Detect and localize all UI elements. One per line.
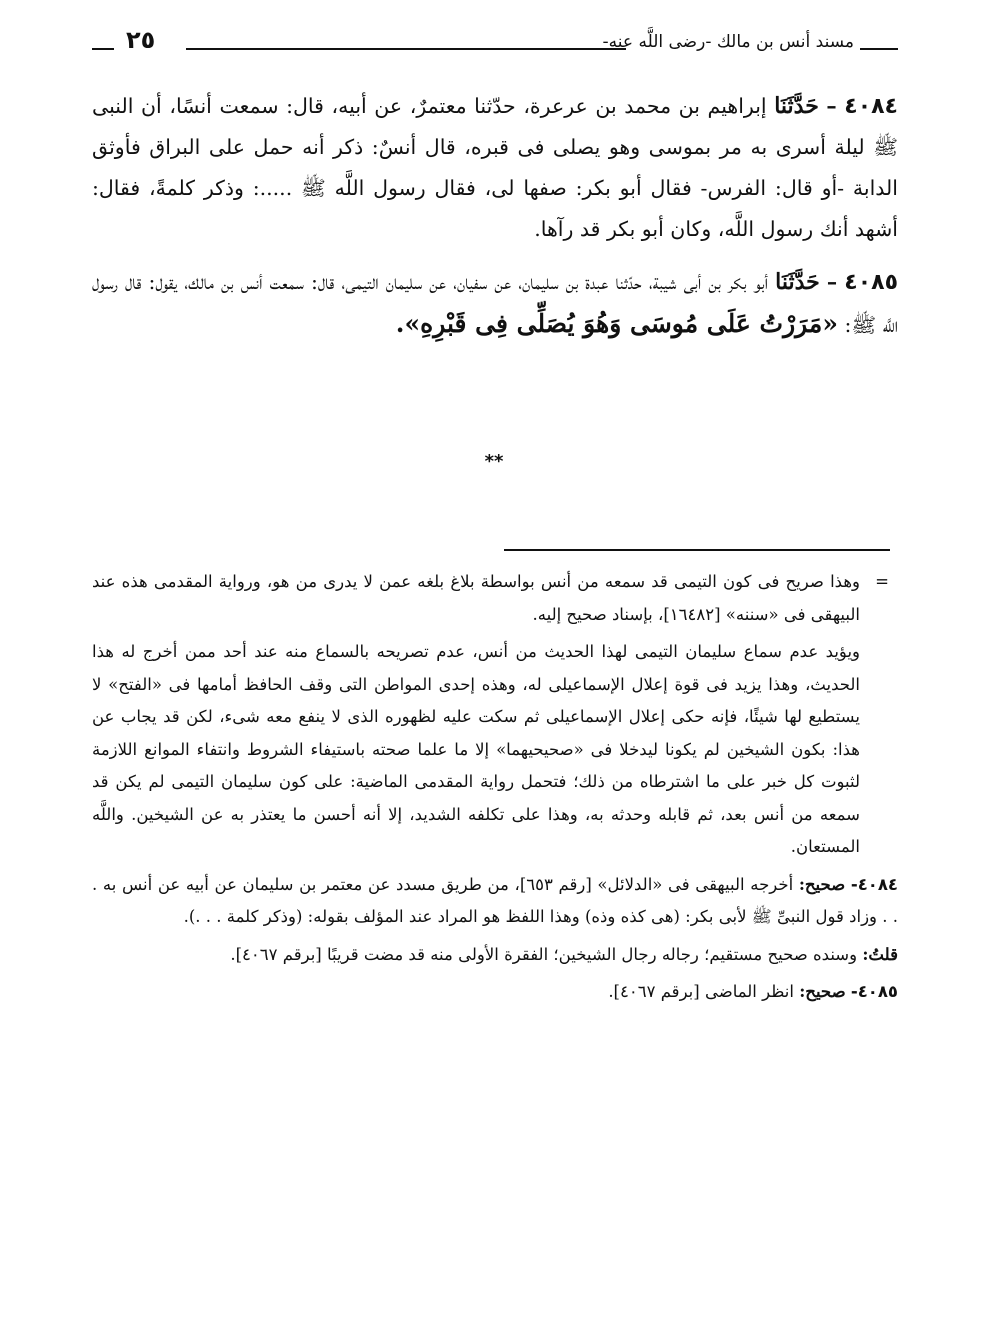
footnote-grade: صحيح:: [799, 982, 846, 1001]
footnote-text: وسنده صحيح مستقيم؛ رجاله رجال الشيخين؛ الفقرة الأولى منه قد مضت قريبًا [برقم ٤٠٦٧].: [230, 944, 858, 964]
footnote-separator: [504, 549, 890, 551]
footnote-4085: [92, 976, 898, 1009]
footnote-continuation: [92, 566, 898, 631]
section-separator-stars: **: [484, 451, 504, 472]
footnote-paragraph: ويؤيد عدم سماع سليمان التيمى لهذا الحديث من أنس، عدم تصريحه بالسماع منه عند أحد ممن أخرج له هذا الحديث، وهذا يزيد فى قوة إعلال الإسماعيلى له، وهذه إحدى المواطن التى وقف الحافظ أمامها فى «الفتح» لا يستطيع لها شيئًا، فإنه حكى إعلال الإسماعيلى ثم سكت عليه لظهوره الذى لا ينفع معه شىء، لكن قد يجاب عن هذا: بكون الشيخين لم يكونا ليدخلا فى «صحيحيهما» إلا ما علما صحته باستيفاء الشروط وانتفاء الموانع اللازمة لثبوت كل خبر على ما اشترطاه من ذلك؛ فتحمل رواية المقدمى الماضية: على كون سليمان التيمى لم يكن قد سمعه من أنس بعد، ثم قابله وحدثه به، وهذا على تكلفه الشديد، إلا أنه أحسن ما يعتذر به عن الشيخين. واللَّه المستعان.: [92, 642, 860, 856]
hadith-matn: «مَرَرْتُ عَلَى مُوسَى وَهُوَ يُصَلِّى فِى قَبْرِهِ».: [395, 309, 838, 338]
footnote-grade: صحيح:: [798, 874, 846, 894]
header-rule-right: [860, 48, 898, 50]
hadith-text: أبو بكر بن أبى شيبة، حدّثنا عبدة بن سليمان، عن سفيان، عن سليمان التيمى، قال: سمعت أنس بن مالك، يقول: قال رسول اللَّه ﷺ:: [92, 270, 898, 337]
continuation-mark: =: [875, 572, 889, 591]
hadith-4085: [92, 262, 898, 346]
footnotes: [92, 566, 898, 1014]
header-rule-left: [92, 48, 114, 50]
footnote-qult-label: قلتُ:: [862, 944, 898, 964]
footnote-number: ٤٠٨٤-: [850, 874, 898, 894]
running-header: [92, 26, 898, 66]
hadith-keyword: حَدَّثَنَا: [775, 269, 820, 295]
hadith-text: إبراهيم بن محمد بن عرعرة، حدّثنا معتمرٌ، عن أبيه، قال: سمعت أنسًا، أن النبى ﷺ ليلة أسرى به مر بموسى وهو يصلى فى قبره، قال أنسٌ: ذكر أنه حمل على البراق فأوثق الدابة -أو قال: الفرس- فقال أبو بكر: صفها لى، فقال رسول اللَّه ﷺ .....: وذكر كلمةً، فقال: أشهد أنك رسول اللَّه، وكان أبو بكر قد رآها.: [92, 94, 898, 241]
footnote-number: ٤٠٨٥-: [850, 982, 898, 1001]
footnote-text: انظر الماضى [برقم ٤٠٦٧].: [608, 982, 794, 1001]
footnote-qult: [92, 939, 898, 972]
page-number: ٢٥: [126, 26, 156, 54]
hadith-keyword: حَدَّثَنَا: [774, 93, 819, 119]
footnote-text: وهذا صريح فى كون التيمى قد سمعه من أنس بواسطة بلاغ بلغه عمن لا يدرى من هو، ورواية المقدمى هذه عند البيهقى فى «سننه» [١٦٤٨٢]، بإسناد صحيح إليه.: [92, 572, 860, 624]
main-text: [92, 86, 898, 358]
header-rule-middle: [186, 48, 626, 50]
footnote-4084: [92, 869, 898, 934]
hadith-4084: [92, 86, 898, 250]
hadith-number: ٤٠٨٤: [844, 94, 898, 119]
hadith-dash: –: [826, 94, 837, 118]
running-title: مسند أنس بن مالك -رضى اللَّه عنه-: [602, 32, 854, 52]
hadith-number: ٤٠٨٥: [844, 270, 898, 295]
footnote-text: أخرجه البيهقى فى «الدلائل» [رقم ٦٥٣]، من طريق مسدد عن معتمر بن سليمان عن أبيه عن أنس به . . . وزاد قول النبىِّ ﷺ لأبى بكر: (هى كذه وذه) وهذا اللفظ هو المراد عند المؤلف بقوله: (وذكر كلمة . . .).: [92, 874, 898, 926]
hadith-dash: –: [826, 270, 838, 294]
